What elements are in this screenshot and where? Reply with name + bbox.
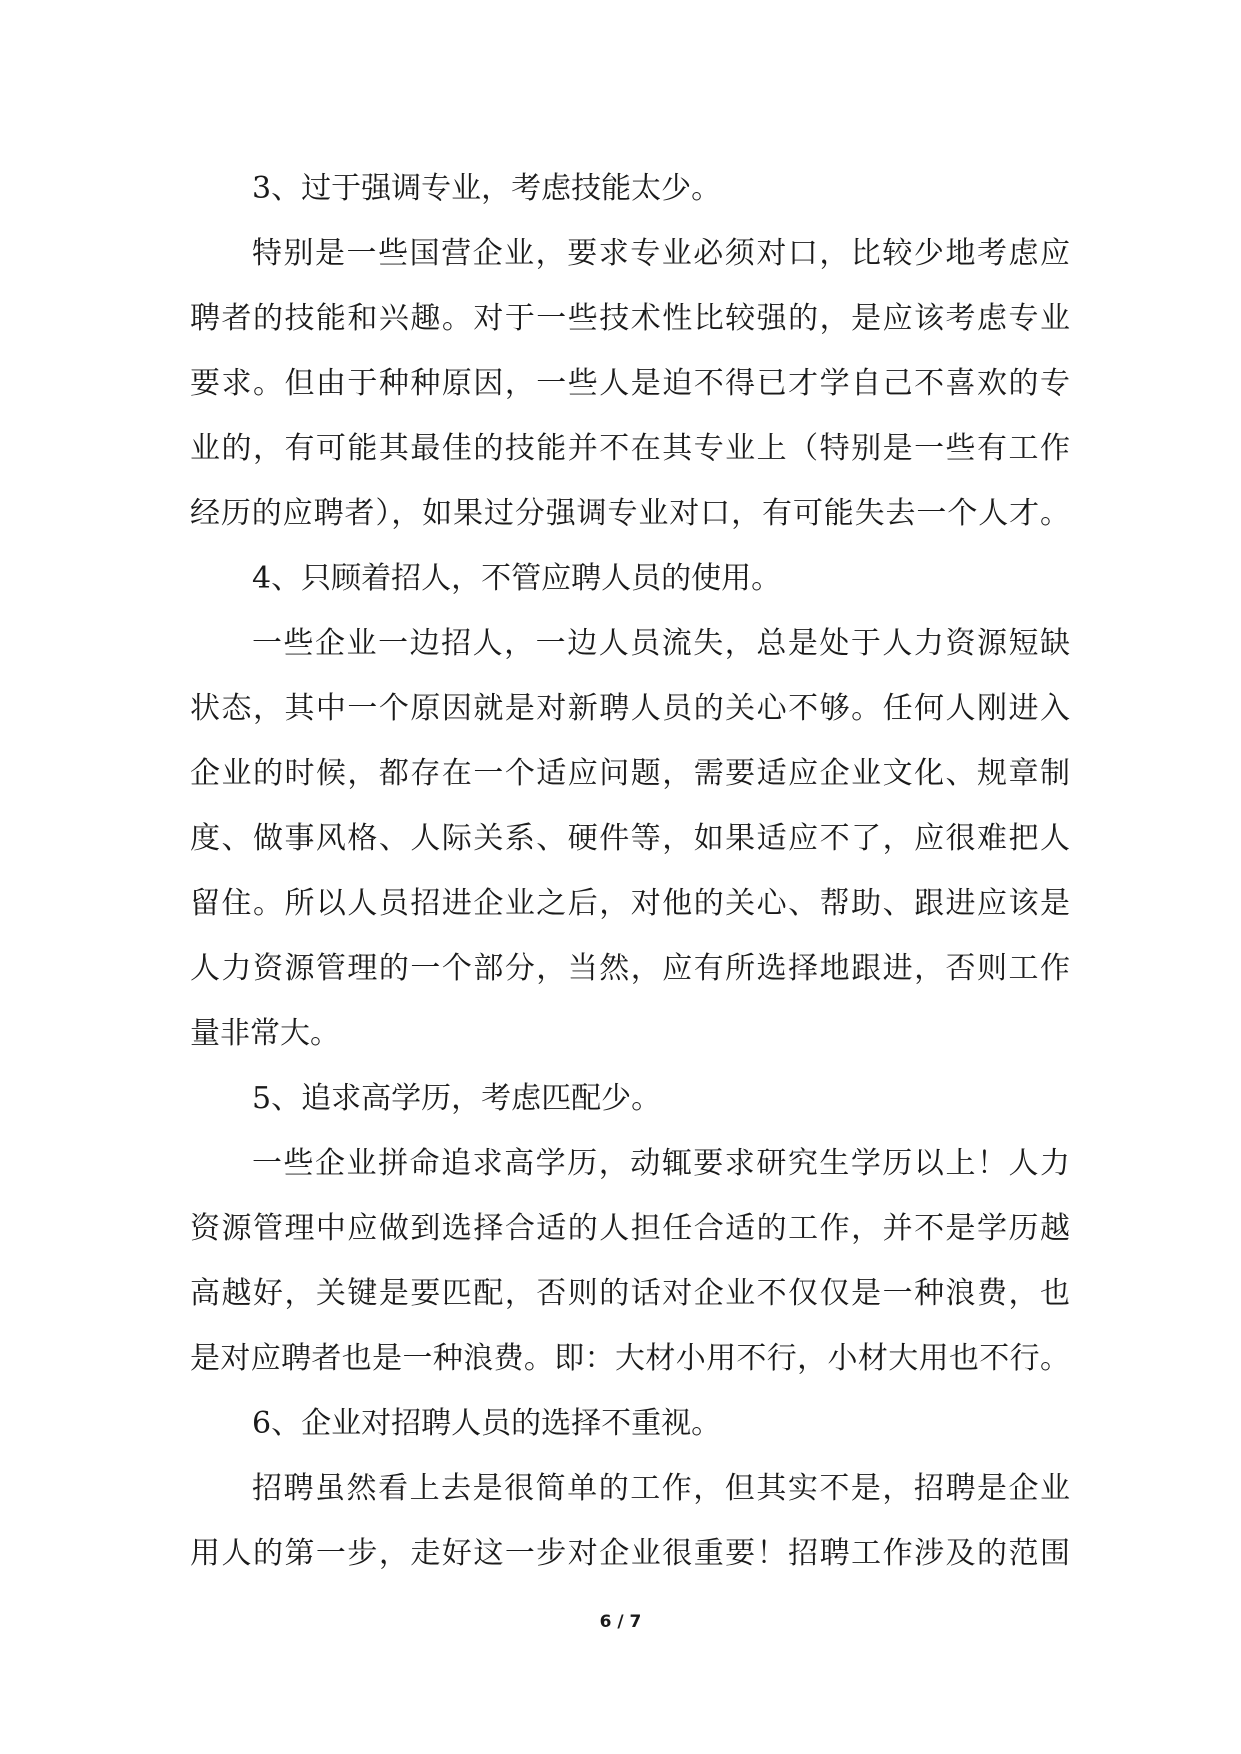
paragraph-line: 用人的第一步，走好这一步对企业很重要！招聘工作涉及的范围 (190, 1536, 1070, 1571)
paragraph-line: 人力资源管理的一个部分，当然，应有所选择地跟进，否则工作 (190, 951, 1070, 986)
paragraph-line: 状态，其中一个原因就是对新聘人员的关心不够。任何人刚进入 (190, 691, 1070, 726)
paragraph-line: 是对应聘者也是一种浪费。即：大材小用不行，小材大用也不行。 (190, 1341, 1070, 1376)
paragraph-line: 一些企业一边招人，一边人员流失，总是处于人力资源短缺 (252, 626, 1070, 661)
paragraph-line: 一些企业拼命追求高学历，动辄要求研究生学历以上！人力 (252, 1146, 1070, 1181)
paragraph-line: 高越好，关键是要匹配，否则的话对企业不仅仅是一种浪费，也 (190, 1276, 1070, 1311)
paragraph-line: 业的，有可能其最佳的技能并不在其专业上（特别是一些有工作 (190, 431, 1070, 466)
heading-item-6: 6、企业对招聘人员的选择不重视。 (252, 1406, 722, 1441)
paragraph-line: 招聘虽然看上去是很简单的工作，但其实不是，招聘是企业 (252, 1471, 1070, 1506)
document-body (190, 156, 1070, 1586)
paragraph-line: 要求。但由于种种原因，一些人是迫不得已才学自己不喜欢的专 (190, 366, 1070, 401)
paragraph-line: 度、做事风格、人际关系、硬件等，如果适应不了，应很难把人 (190, 821, 1070, 856)
paragraph-line: 量非常大。 (190, 1016, 340, 1051)
paragraph-line: 特别是一些国营企业，要求专业必须对口，比较少地考虑应 (252, 236, 1070, 271)
paragraph-line: 资源管理中应做到选择合适的人担任合适的工作，并不是学历越 (190, 1211, 1070, 1246)
heading-item-5: 5、追求高学历，考虑匹配少。 (252, 1081, 662, 1116)
paragraph-line: 聘者的技能和兴趣。对于一些技术性比较强的，是应该考虑专业 (190, 301, 1070, 336)
heading-item-4: 4、只顾着招人，不管应聘人员的使用。 (252, 561, 782, 596)
page-number: 6 / 7 (599, 1612, 642, 1632)
paragraph-line: 经历的应聘者），如果过分强调专业对口，有可能失去一个人才。 (190, 496, 1070, 531)
heading-item-3: 3、过于强调专业，考虑技能太少。 (252, 171, 722, 206)
paragraph-line: 留住。所以人员招进企业之后，对他的关心、帮助、跟进应该是 (190, 886, 1070, 921)
paragraph-line: 企业的时候，都存在一个适应问题，需要适应企业文化、规章制 (190, 756, 1070, 791)
